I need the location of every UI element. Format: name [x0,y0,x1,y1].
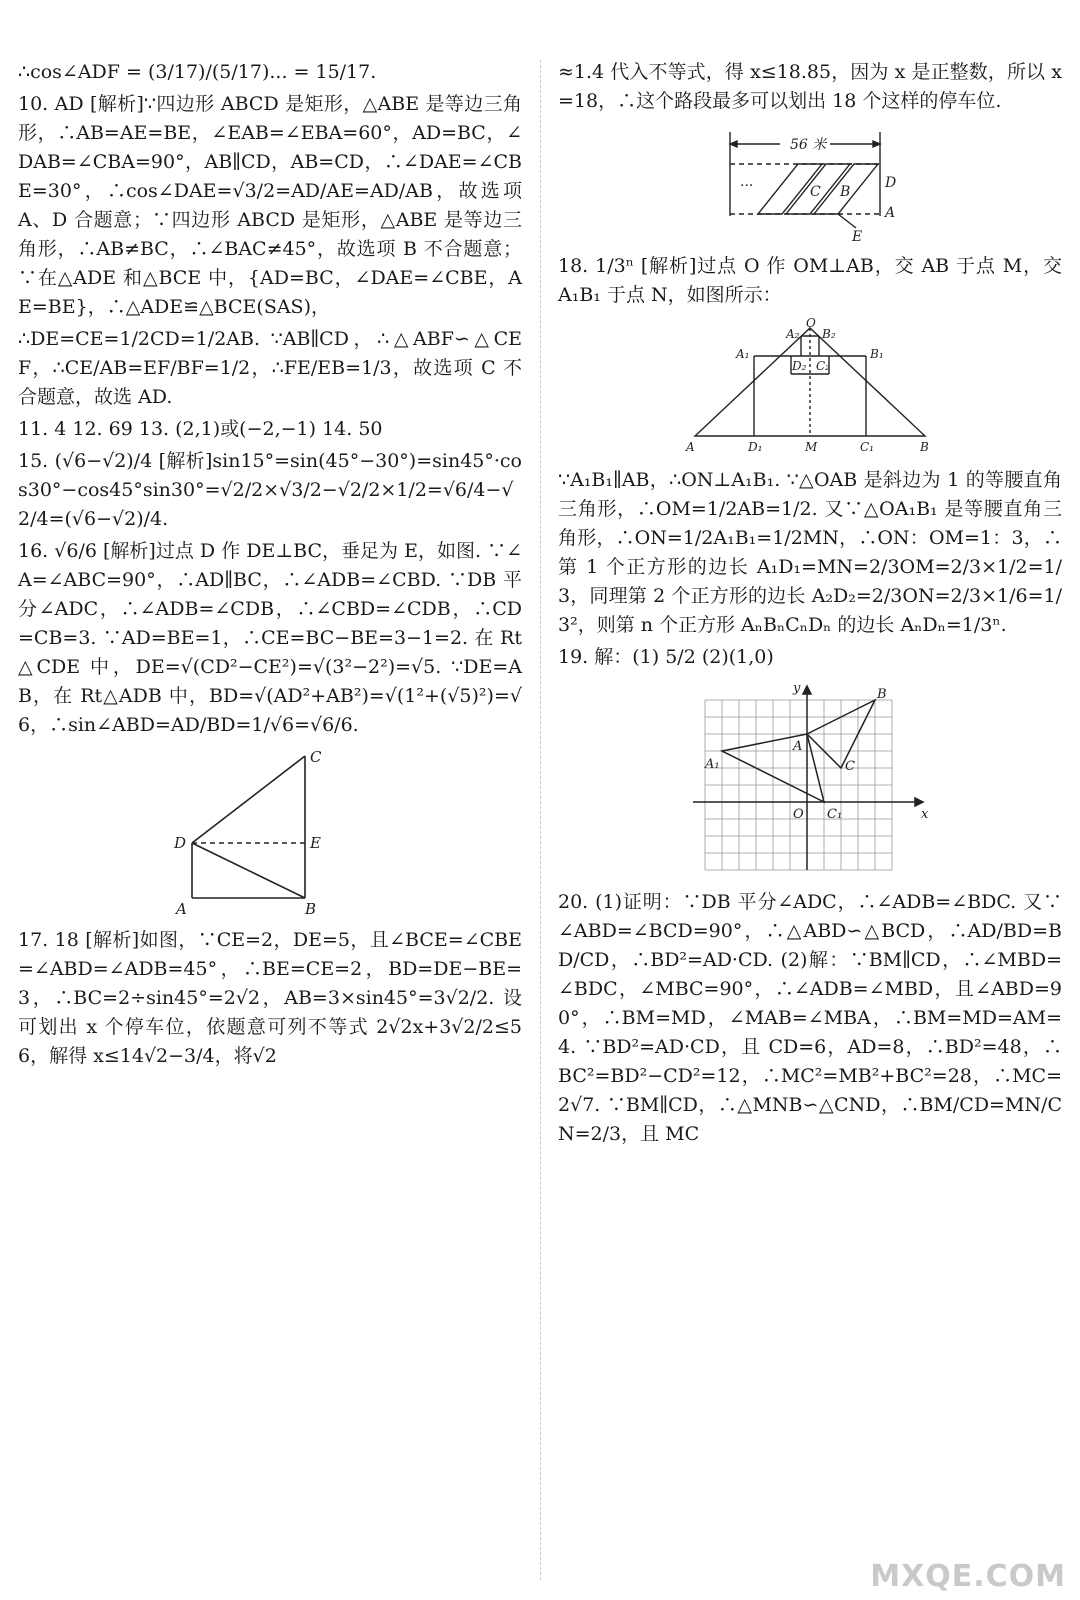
fig19-label-a1: A₁ [705,757,720,772]
fig16-label-e: E [310,834,321,852]
site-watermark: MXQE.COM [870,1559,1066,1594]
fig18-label-a2: A₂ [786,327,800,341]
answers-11-14: 11. 4 12. 69 13. (2,1)或(−2,−1) 14. 50 [18,418,383,440]
right-column [558,58,1062,1152]
fig18-label-o: O [806,318,816,330]
answer-17: 17. 18 [解析]如图，∵CE=2，DE=5，且∠BCE=∠CBE=∠ABD=∠ADB=45°，∴BE=CE=2，BD=DE−BE=3，∴BC=2÷sin45°=2√2，AB=3×sin45°=3√2/2. 设可划出 x 个停车位，依题意可列不等式 2√2x+3√2/2≤56，解得 x≤14√2−3/4，将√2 [18,929,522,1067]
figure-16-trapezoid [170,748,370,918]
answer-15: 15. (√6−√2)/4 [解析]sin15°=sin(45°−30°)=sin45°·cos30°−cos45°sin30°=√2/2×√3/2−√2/2×1/2=√6/4−√2/4=(√6−√2)/4. [18,450,522,530]
fig18-label-c1: C₁ [860,440,874,454]
figure-19-grid [685,680,935,880]
fig18-label-a1: A₁ [736,347,750,361]
fig16-label-a: A [176,900,187,918]
fig19-label-a: A [793,739,803,754]
left-column [18,58,522,1074]
fig17-label-e: E [852,229,863,244]
fig19-label-c: C [845,759,855,774]
answer-18-cont: ∵A₁B₁∥AB，∴ON⊥A₁B₁. ∵△OAB 是斜边为 1 的等腰直角三角形，∴OM=1/2AB=1/2. 又∵△OA₁B₁ 是等腰直角三角形，∴ON=1/2A₁B₁=1/2MN，∴ON：OM=1：3，∴第 1 个正方形的边长 A₁D₁=MN=2/3OM=2/3×1/2=1/3，同理第 2 个正方形的边长 A₂D₂=2/3ON=2/3×1/6=1/3²，则第 n 个正方形 AₙBₙCₙDₙ 的边长 AₙDₙ=1/3ⁿ. [558,469,1062,636]
answer-18: 18. 1/3ⁿ [解析]过点 O 作 OM⊥AB，交 AB 于点 M，交 A₁B₁ 于点 N，如图所示： [558,255,1062,306]
fig19-label-y: y [793,681,801,696]
answer-19: 19. 解：(1) 5/2 (2)(1,0) [558,646,774,668]
fig19-label-b: B [877,687,887,702]
column-divider [540,60,541,1580]
fig17-dots: ... [740,174,754,190]
fig16-label-c: C [310,748,322,766]
fig17-label-a: A [885,205,896,221]
figure-17-parking [710,124,910,244]
fig17-label-b: B [840,184,851,200]
fig17-dim-label: 56 米 [790,137,827,153]
fig17-label-c: C [810,184,821,200]
fig18-label-c2: C₂ [816,359,830,373]
answer-10: 10. AD [解析]∵四边形 ABCD 是矩形，△ABE 是等边三角形，∴AB=AE=BE，∠EAB=∠EBA=60°，AD=BC，∠DAB=∠CBA=90°，AB∥CD，AB=CD，∴∠DAE=∠CBE=30°，∴cos∠DAE=√3/2=AD/AE=AD/AB，故选项 A、D 合题意；∵四边形 ABCD 是矩形，△ABE 是等边三角形，∴AB≠BC，∴∠BAC≠45°，故选项 B 不合题意；∵在△ADE 和△BCE 中，{AD=BC，∠DAE=∠CBE，AE=BE}，∴△ADE≌△BCE(SAS)， [18,93,522,318]
fig16-label-b: B [305,900,317,918]
fig18-label-d2: D₂ [792,359,807,373]
figure-18-squares [680,318,940,458]
fig18-label-m: M [805,440,818,454]
fig19-label-o: O [793,807,804,822]
answer-20: 20. (1)证明：∵DB 平分∠ADC，∴∠ADB=∠BDC. 又∵∠ABD=∠BCD=90°，∴△ABD∽△BCD，∴AD/BD=BD/CD，∴BD²=AD·CD. (2)解：∵BM∥CD，∴∠MBD=∠BDC，∠MBC=90°，∴∠ADB=∠MBD，且∠ABD=90°，∴BM=MD，∠MAB=∠MBA，∴BM=MD=AM=4. ∵BD²=AD·CD，且 CD=6，AD=8，∴BD²=48，∴BC²=BD²−CD²=12，∴MC²=MB²+BC²=28，∴MC=2√7. ∵BM∥CD，∴△MNB∽△CND，∴BM/CD=MN/CN=2/3，且 MC [558,891,1062,1145]
answer-16: 16. √6/6 [解析]过点 D 作 DE⊥BC，垂足为 E，如图. ∵∠A=∠ABC=90°，∴AD∥BC，∴∠ADB=∠CBD. ∵DB 平分∠ADC，∴∠ADB=∠CDB，∴∠CBD=∠CDB，∴CD=CB=3. ∵AD=BE=1，∴CE=BC−BE=3−1=2. 在 Rt△CDE 中，DE=√(CD²−CE²)=√(3²−2²)=√5. ∵DE=AB，在 Rt△ADB 中，BD=√(AD²+AB²)=√(1²+(√5)²)=√6，∴sin∠ABD=AD/BD=1/√6=√6/6. [18,540,522,736]
fig19-label-x: x [921,807,929,822]
answer-17-cont: ≈1.4 代入不等式，得 x≤18.85，因为 x 是正整数，所以 x=18，∴这个路段最多可以划出 18 个这样的停车位. [558,61,1062,112]
fig18-label-b2: B₂ [822,327,836,341]
fig18-label-d1: D₁ [748,440,763,454]
fig18-label-a: A [686,440,695,454]
answer-line-cos-adf: ∴cos∠ADF = (3/17)/(5/17)... = 15/17. [18,61,377,83]
fig19-label-c1: C₁ [827,807,843,822]
fig18-label-b1: B₁ [870,347,884,361]
fig17-label-d: D [885,175,897,191]
fig16-label-d: D [174,834,187,852]
fig18-label-b: B [920,440,929,454]
answer-10-cont: ∴DE=CE=1/2CD=1/2AB. ∵AB∥CD，∴△ABF∽△CEF，∴CE/AB=EF/BF=1/2，∴FE/EB=1/3，故选项 C 不合题意，故选 AD. [18,328,522,408]
